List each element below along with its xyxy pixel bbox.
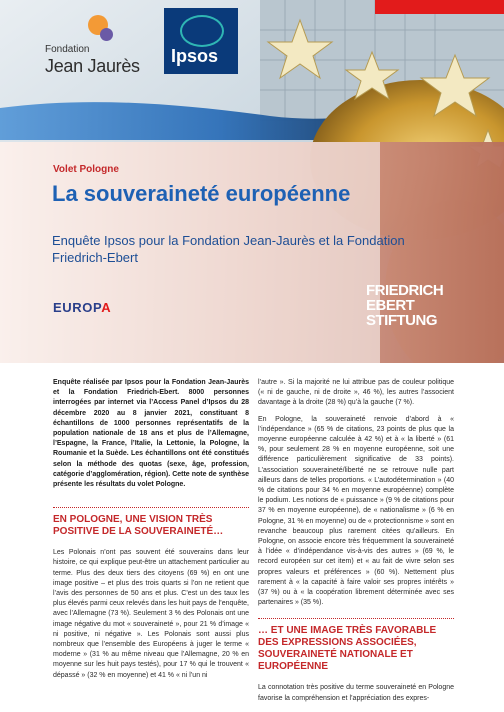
corner-red-band [375,0,504,14]
left-column [53,378,249,687]
body-paragraph: Les Polonais n’ont pas souvent été souverains dans leur histoire, ce qui explique peut-être un attachement particulier au terme. Plus des deux tiers des citoyens (69 %) en ont une image positive – et plus des trois quarts si l’on ne retient que l’avis des personnes de 50 ans et plus. C’est un des taux les plus élevés parmi ceux relevés dans les huit pays de l’enquête, avec l’Allemagne (73 %). Seulement 3 % des Polonais ont une image négative du mot « souveraineté », pour 21 % d’image « ni positive, ni négative ». Les Polonais sont aussi plus nombreux que l’ensemble des Européens à juger le terme « moderne » (31 % au même niveau que l’Allemagne, 20 % en moyenne sur les huit pays testés), pour 17 % qui le trouvent « dépassé » (32 % en moyenne) et 41 % « ni l’un ni [53,549,249,679]
fes-line-3: STIFTUNG [366,312,437,329]
section-heading-1: EN POLOGNE, UNE VISION TRÈS POSITIVE DE LA SOUVERAINETÉ… [53,507,249,538]
fes-line-1: FRIEDRICH [366,282,444,299]
logo-line-1: Fondation [45,44,90,55]
section-label: Volet Pologne [53,164,119,175]
page-title: La souveraineté européenne [52,181,351,206]
fondation-jean-jaures-logo [40,14,150,74]
body-paragraph: La connotation très positive du terme souveraineté en Pologne favorise la compréhension et l’appréciation des expres- [258,684,454,702]
ipsos-mark-icon [180,15,224,47]
europa-logo [53,300,111,315]
ipsos-wordmark: Ipsos [171,46,219,66]
section-heading-2: … ET UNE IMAGE TRÈS FAVORABLE DES EXPRESSIONS ASSOCIÉES, SOUVERAINETÉ NATIONALE ET EUROPÉENNE [258,618,454,673]
europa-prefix: EUROP [53,300,102,315]
body-paragraph: l’autre ». Si la majorité ne lui attribue pas de couleur politique (« ni de gauche, ni de droite », 46 %), les autres l’associent davantage à la droite (28 %) qu’à la gauche (7 %). [258,379,454,407]
lead-paragraph: Enquête réalisée par Ipsos pour la Fondation Jean-Jaurès et la Fondation Friedrich-Ebert. 8000 personnes interrogées par internet via l’Access Panel d’Ipsos du 28 décembre 2020 au 8 janvier 2021, constituant 8 échantillons de 1000 personnes représentatifs de la population nationale de 18 ans et plus de l’Allemagne, l’Espagne, la France, l’Italie, la Lettonie, la Pologne, la Roumanie et la Suède. Les échantillons ont été constitués selon la méthode des quotas (sexe, âge, profession, catégorie d’agglomération, région). Cette note de synthèse présente les résultats du volet Pologne. [53,379,249,489]
page-subtitle: Enquête Ipsos pour la Fondation Jean-Jaurès et la Fondation Friedrich-Ebert [52,233,405,265]
fes-line-2: EBERT [366,297,415,314]
ipsos-logo [164,8,238,74]
europa-suffix: A [101,300,112,315]
logo-purple-dot-icon [100,28,113,41]
body-paragraph: En Pologne, la souveraineté renvoie d’abord à « l’indépendance » (65 % de citations, 23 points de plus que la moyenne européenne calculée à 42 %) et à « la liberté » (61 %, pour seulement 28 % en moyenne européenne, soit une différence particulièrement significative de 33 points). L’association souveraineté/liberté ne se retrouve nulle part ailleurs dans de telles proportions. « L’autodétermination » (40 % de citations pour 34 % en moyenne européenne) complète le podium. Les notions de « puissance » (9 % de citations pour 37 % en moyenne européenne), de « nationalisme » (6 % en Pologne, 31 % en moyenne) ou de « protectionnisme » sont en revanche beaucoup plus rarement citées qu’ailleurs. En Pologne, on associe encore très fréquemment la souveraineté à l’idée « d’indépendance vis-à-vis des autres » (69 %, le record européen sur cet item) et « au fait de vivre selon ses propres valeurs et préférences » (60 %). Nettement plus rarement à « la capacité à faire valoir ses propres intérêts » (37 %) ou à « la coopération librement déterminée avec ses partenaires » (35 %). [258,415,454,607]
right-column [258,378,454,710]
logo-line-2: Jean Jaurès [45,56,140,76]
friedrich-ebert-stiftung-logo [366,283,443,328]
